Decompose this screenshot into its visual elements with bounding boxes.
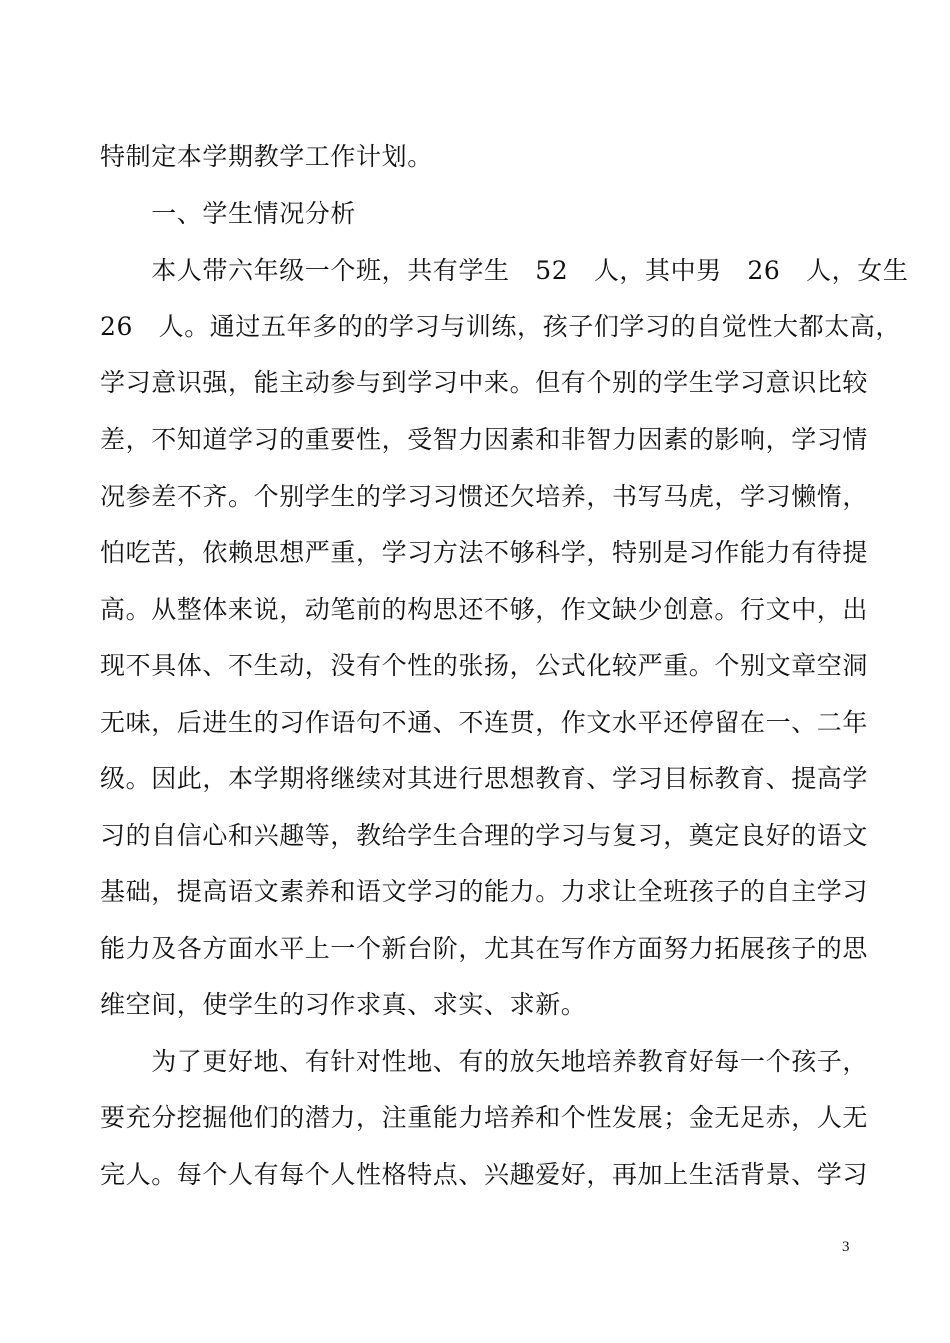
text-line: 维空间，使学生的习作求真、求实、求新。 — [100, 990, 587, 1019]
text-line: 学习意识强，能主动参与到学习中来。但有个别的学生学习意识比较 — [100, 368, 869, 397]
text-line: 26 人。通过五年多的的学习与训练，孩子们学习的自觉性大都太高， — [100, 312, 902, 341]
text-line: 级。因此，本学期将继续对其进行思想教育、学习目标教育、提高学 — [100, 764, 869, 793]
text-line: 高。从整体来说，动笔前的构思还不够，作文缺少创意。行文中，出 — [100, 595, 869, 624]
text-line: 能力及各方面水平上一个新台阶，尤其在写作方面努力拓展孩子的思 — [100, 934, 869, 963]
text-line: 无味，后进生的习作语句不通、不连贯，作文水平还停留在一、二年 — [100, 708, 869, 737]
text-line: 本人带六年级一个班，共有学生 52 人，其中男 26 人，女生 — [100, 256, 909, 285]
text-line: 现不具体、不生动，没有个性的张扬，公式化较严重。个别文章空洞 — [100, 651, 869, 680]
section-heading: 一、学生情况分析 — [100, 199, 357, 228]
text-line: 完人。每个人有每个人性格特点、兴趣爱好，再加上生活背景、学习 — [100, 1160, 869, 1189]
page-number: 3 — [842, 1239, 850, 1255]
text-line: 要充分挖掘他们的潜力，注重能力培养和个性发展；金无足赤，人无 — [100, 1103, 869, 1132]
text-line: 差，不知道学习的重要性，受智力因素和非智力因素的影响，学习情 — [100, 425, 869, 454]
text-line: 为了更好地、有针对性地、有的放矢地培养教育好每一个孩子， — [100, 1047, 869, 1076]
text-line: 习的自信心和兴趣等，教给学生合理的学习与复习，奠定良好的语文 — [100, 821, 869, 850]
text-line: 况参差不齐。个别学生的学习习惯还欠培养，书写马虎，学习懒惰， — [100, 482, 869, 511]
text-line: 基础，提高语文素养和语文学习的能力。力求让全班孩子的自主学习 — [100, 877, 869, 906]
text-line: 怕吃苦，依赖思想严重，学习方法不够科学，特别是习作能力有待提 — [100, 538, 869, 567]
text-line: 特制定本学期教学工作计划。 — [100, 142, 433, 171]
